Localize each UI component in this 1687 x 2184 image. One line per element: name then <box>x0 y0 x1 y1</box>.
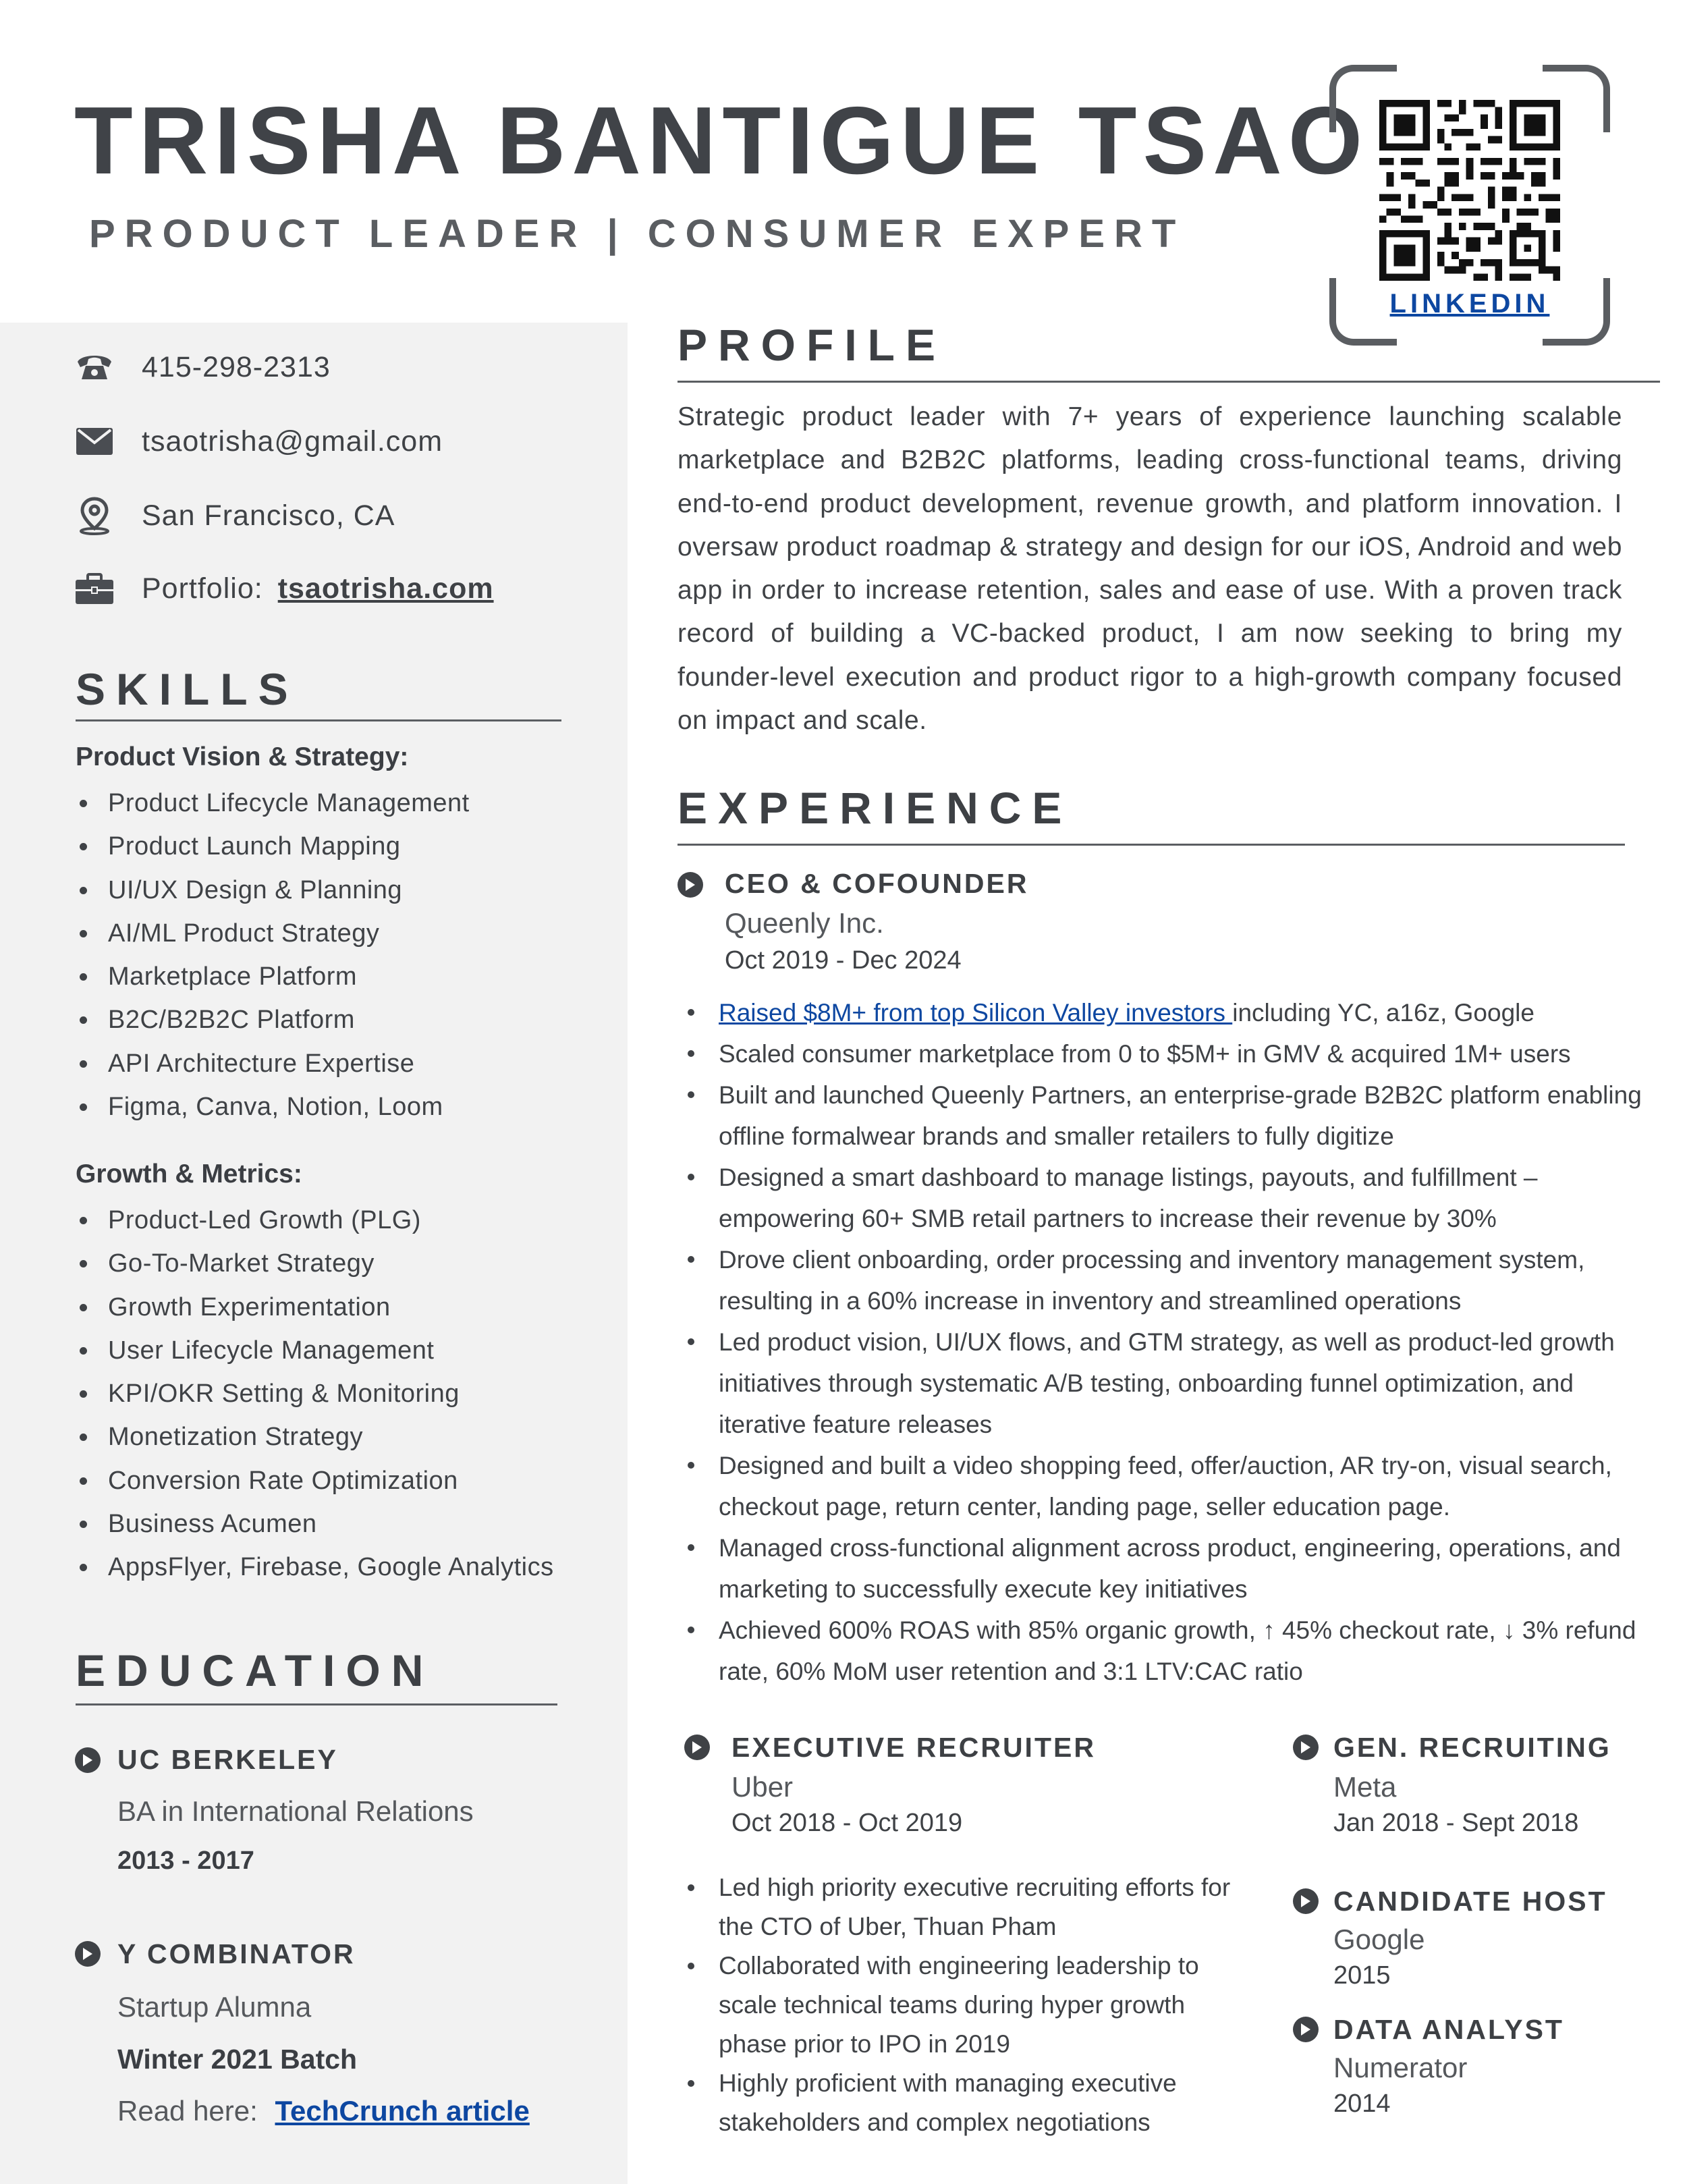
skill-item: KPI/OKR Setting & Monitoring <box>76 1372 554 1415</box>
job-company: Numerator <box>1333 2052 1468 2083</box>
arrow-bullet-icon <box>1293 2017 1319 2042</box>
skill-item: Marketplace Platform <box>76 955 470 998</box>
education-degree: BA in International Relations <box>117 1795 474 1827</box>
job-bullet: Built and launched Queenly Partners, an enterprise-grade B2B2C platform enabling offline formalwear brands and smaller retailers to fully digitize <box>677 1074 1642 1157</box>
skill-item: Go-To-Market Strategy <box>76 1242 554 1285</box>
contact-location-row <box>74 495 395 536</box>
job-bullet: Drove client onboarding, order processing and inventory management system, resulting in a 60% increase in inventory and streamlined operations <box>677 1239 1642 1321</box>
skill-item: Product Lifecycle Management <box>76 782 470 825</box>
skills-title: SKILLS <box>76 664 299 714</box>
portfolio-label: Portfolio: <box>142 572 263 605</box>
job-bullet: Designed and built a video shopping feed, offer/auction, AR try-on, visual search, checkout page, return center, landing page, seller education page. <box>677 1445 1642 1527</box>
skills-group-heading: Product Vision & Strategy: <box>76 742 409 771</box>
skill-item: Growth Experimentation <box>76 1286 554 1329</box>
arrow-bullet-icon <box>1293 1735 1319 1760</box>
job-bullet: Managed cross-functional alignment across product, engineering, operations, and marketing to successfully execute key initiatives <box>677 1527 1642 1610</box>
phone-icon <box>74 350 115 385</box>
envelope-icon <box>74 424 115 459</box>
skill-item: Business Acumen <box>76 1502 554 1546</box>
arrow-bullet-icon <box>677 872 703 898</box>
skill-item: Monetization Strategy <box>76 1415 554 1458</box>
investors-link[interactable]: Raised $8M+ from top Silicon Valley investors <box>719 999 1233 1027</box>
job-bullet: Led product vision, UI/UX flows, and GTM strategy, as well as product-led growth initiatives through systematic A/B testing, onboarding funnel optimization, and iterative feature releases <box>677 1321 1642 1445</box>
job-bullet-text: including YC, a16z, Google <box>1232 999 1534 1027</box>
job-company: Uber <box>731 1771 794 1803</box>
skill-item: B2C/B2B2C Platform <box>76 998 470 1041</box>
skill-item: API Architecture Expertise <box>76 1042 470 1085</box>
profile-summary: Strategic product leader with 7+ years of experience launching scalable marketplace and B2B2C platforms, leading cross-functional teams, driving end-to-end product development, revenue growth, and platform innovation. I oversaw product roadmap & strategy and design for our iOS, Android and web app in order to increase retention, sales and ease of use. With a proven track record of building a VC-backed product, I am now seeking to bring my founder-level execution and product rigor to a high-growth company focused on impact and scale. <box>677 402 1622 736</box>
techcrunch-link[interactable]: TechCrunch article <box>275 2095 530 2127</box>
skill-item: Product Launch Mapping <box>76 825 470 868</box>
profile-divider <box>677 381 1660 383</box>
job-dates: Jan 2018 - Sept 2018 <box>1333 1809 1579 1837</box>
education-school: Y COMBINATOR <box>117 1938 356 1969</box>
qr-code-icon <box>1379 100 1560 281</box>
job-company: Queenly Inc. <box>725 907 884 939</box>
job-bullet: Led high priority executive recruiting efforts for the CTO of Uber, Thuan Pham <box>677 1868 1244 1946</box>
job-bullets-uber <box>677 1868 1244 2142</box>
job-bullet: Scaled consumer marketplace from 0 to $5M+ in GMV & acquired 1M+ users <box>677 1033 1642 1074</box>
skills-group-heading: Growth & Metrics: <box>76 1159 302 1189</box>
experience-divider <box>677 844 1625 846</box>
arrow-bullet-icon <box>75 1941 101 1967</box>
contact-email-row <box>74 421 443 462</box>
job-dates: 2014 <box>1333 2090 1391 2118</box>
experience-title: EXPERIENCE <box>677 783 1073 833</box>
skill-item: Figma, Canva, Notion, Loom <box>76 1085 470 1128</box>
briefcase-icon <box>74 571 115 606</box>
job-company: Google <box>1333 1923 1425 1955</box>
job-dates: Oct 2018 - Oct 2019 <box>731 1809 963 1837</box>
job-title: EXECUTIVE RECRUITER <box>731 1732 1096 1763</box>
linkedin-link[interactable]: LINKEDIN <box>1389 289 1550 319</box>
job-company: Meta <box>1333 1771 1397 1803</box>
skill-item: AppsFlyer, Firebase, Google Analytics <box>76 1546 554 1589</box>
phone-number[interactable]: 415-298-2313 <box>142 350 331 383</box>
profile-title: PROFILE <box>677 320 947 370</box>
job-title: GEN. RECRUITING <box>1333 1732 1611 1763</box>
skill-item: Conversion Rate Optimization <box>76 1459 554 1502</box>
job-bullet: Achieved 600% ROAS with 85% organic growth, ↑ 45% checkout rate, ↓ 3% refund rate, 60% MoM user retention and 3:1 LTV:CAC ratio <box>677 1610 1642 1692</box>
arrow-bullet-icon <box>75 1747 101 1773</box>
job-title: CANDIDATE HOST <box>1333 1886 1607 1917</box>
linkedin-qr-block[interactable] <box>1329 65 1610 346</box>
skill-item: User Lifecycle Management <box>76 1329 554 1372</box>
job-title: DATA ANALYST <box>1333 2014 1564 2045</box>
skills-divider <box>76 719 561 721</box>
contact-phone-row <box>74 347 331 387</box>
job-dates: 2015 <box>1333 1961 1391 1990</box>
education-school: UC BERKELEY <box>117 1744 338 1775</box>
read-label: Read here: <box>117 2095 258 2127</box>
location: San Francisco, CA <box>142 499 395 532</box>
job-bullet: Highly proficient with managing executive stakeholders and complex negotiations <box>677 2064 1244 2142</box>
job-bullet: Designed a smart dashboard to manage listings, payouts, and fulfillment – empowering 60+ SMB retail partners to increase their revenue by 30% <box>677 1157 1642 1239</box>
job-title: CEO & COFOUNDER <box>725 868 1029 899</box>
job-bullet: Collaborated with engineering leadership to scale technical teams during hyper growth phase prior to IPO in 2019 <box>677 1946 1244 2064</box>
location-pin-icon <box>74 498 115 533</box>
portfolio-link[interactable]: tsaotrisha.com <box>277 572 494 605</box>
skill-item: UI/UX Design & Planning <box>76 869 470 912</box>
education-divider <box>76 1703 557 1705</box>
skills-list-growth <box>76 1199 554 1589</box>
candidate-subtitle: PRODUCT LEADER | CONSUMER EXPERT <box>89 212 1186 256</box>
arrow-bullet-icon <box>1293 1888 1319 1914</box>
education-degree: Startup Alumna <box>117 1991 312 2023</box>
skill-item: AI/ML Product Strategy <box>76 912 470 955</box>
candidate-name: TRISHA BANTIGUE TSAO <box>74 87 1369 194</box>
job-dates: Oct 2019 - Dec 2024 <box>725 946 962 975</box>
education-read-row <box>117 2095 530 2127</box>
skills-list-product <box>76 782 470 1128</box>
arrow-bullet-icon <box>684 1735 710 1760</box>
job-bullet <box>677 992 1642 1033</box>
skill-item: Product-Led Growth (PLG) <box>76 1199 554 1242</box>
job-bullets-queenly <box>677 992 1642 1692</box>
email-address[interactable]: tsaotrisha@gmail.com <box>142 425 443 458</box>
education-years: 2013 - 2017 <box>117 1847 254 1875</box>
contact-portfolio-row <box>74 568 494 609</box>
education-title: EDUCATION <box>76 1645 435 1695</box>
education-years: Winter 2021 Batch <box>117 2044 358 2075</box>
